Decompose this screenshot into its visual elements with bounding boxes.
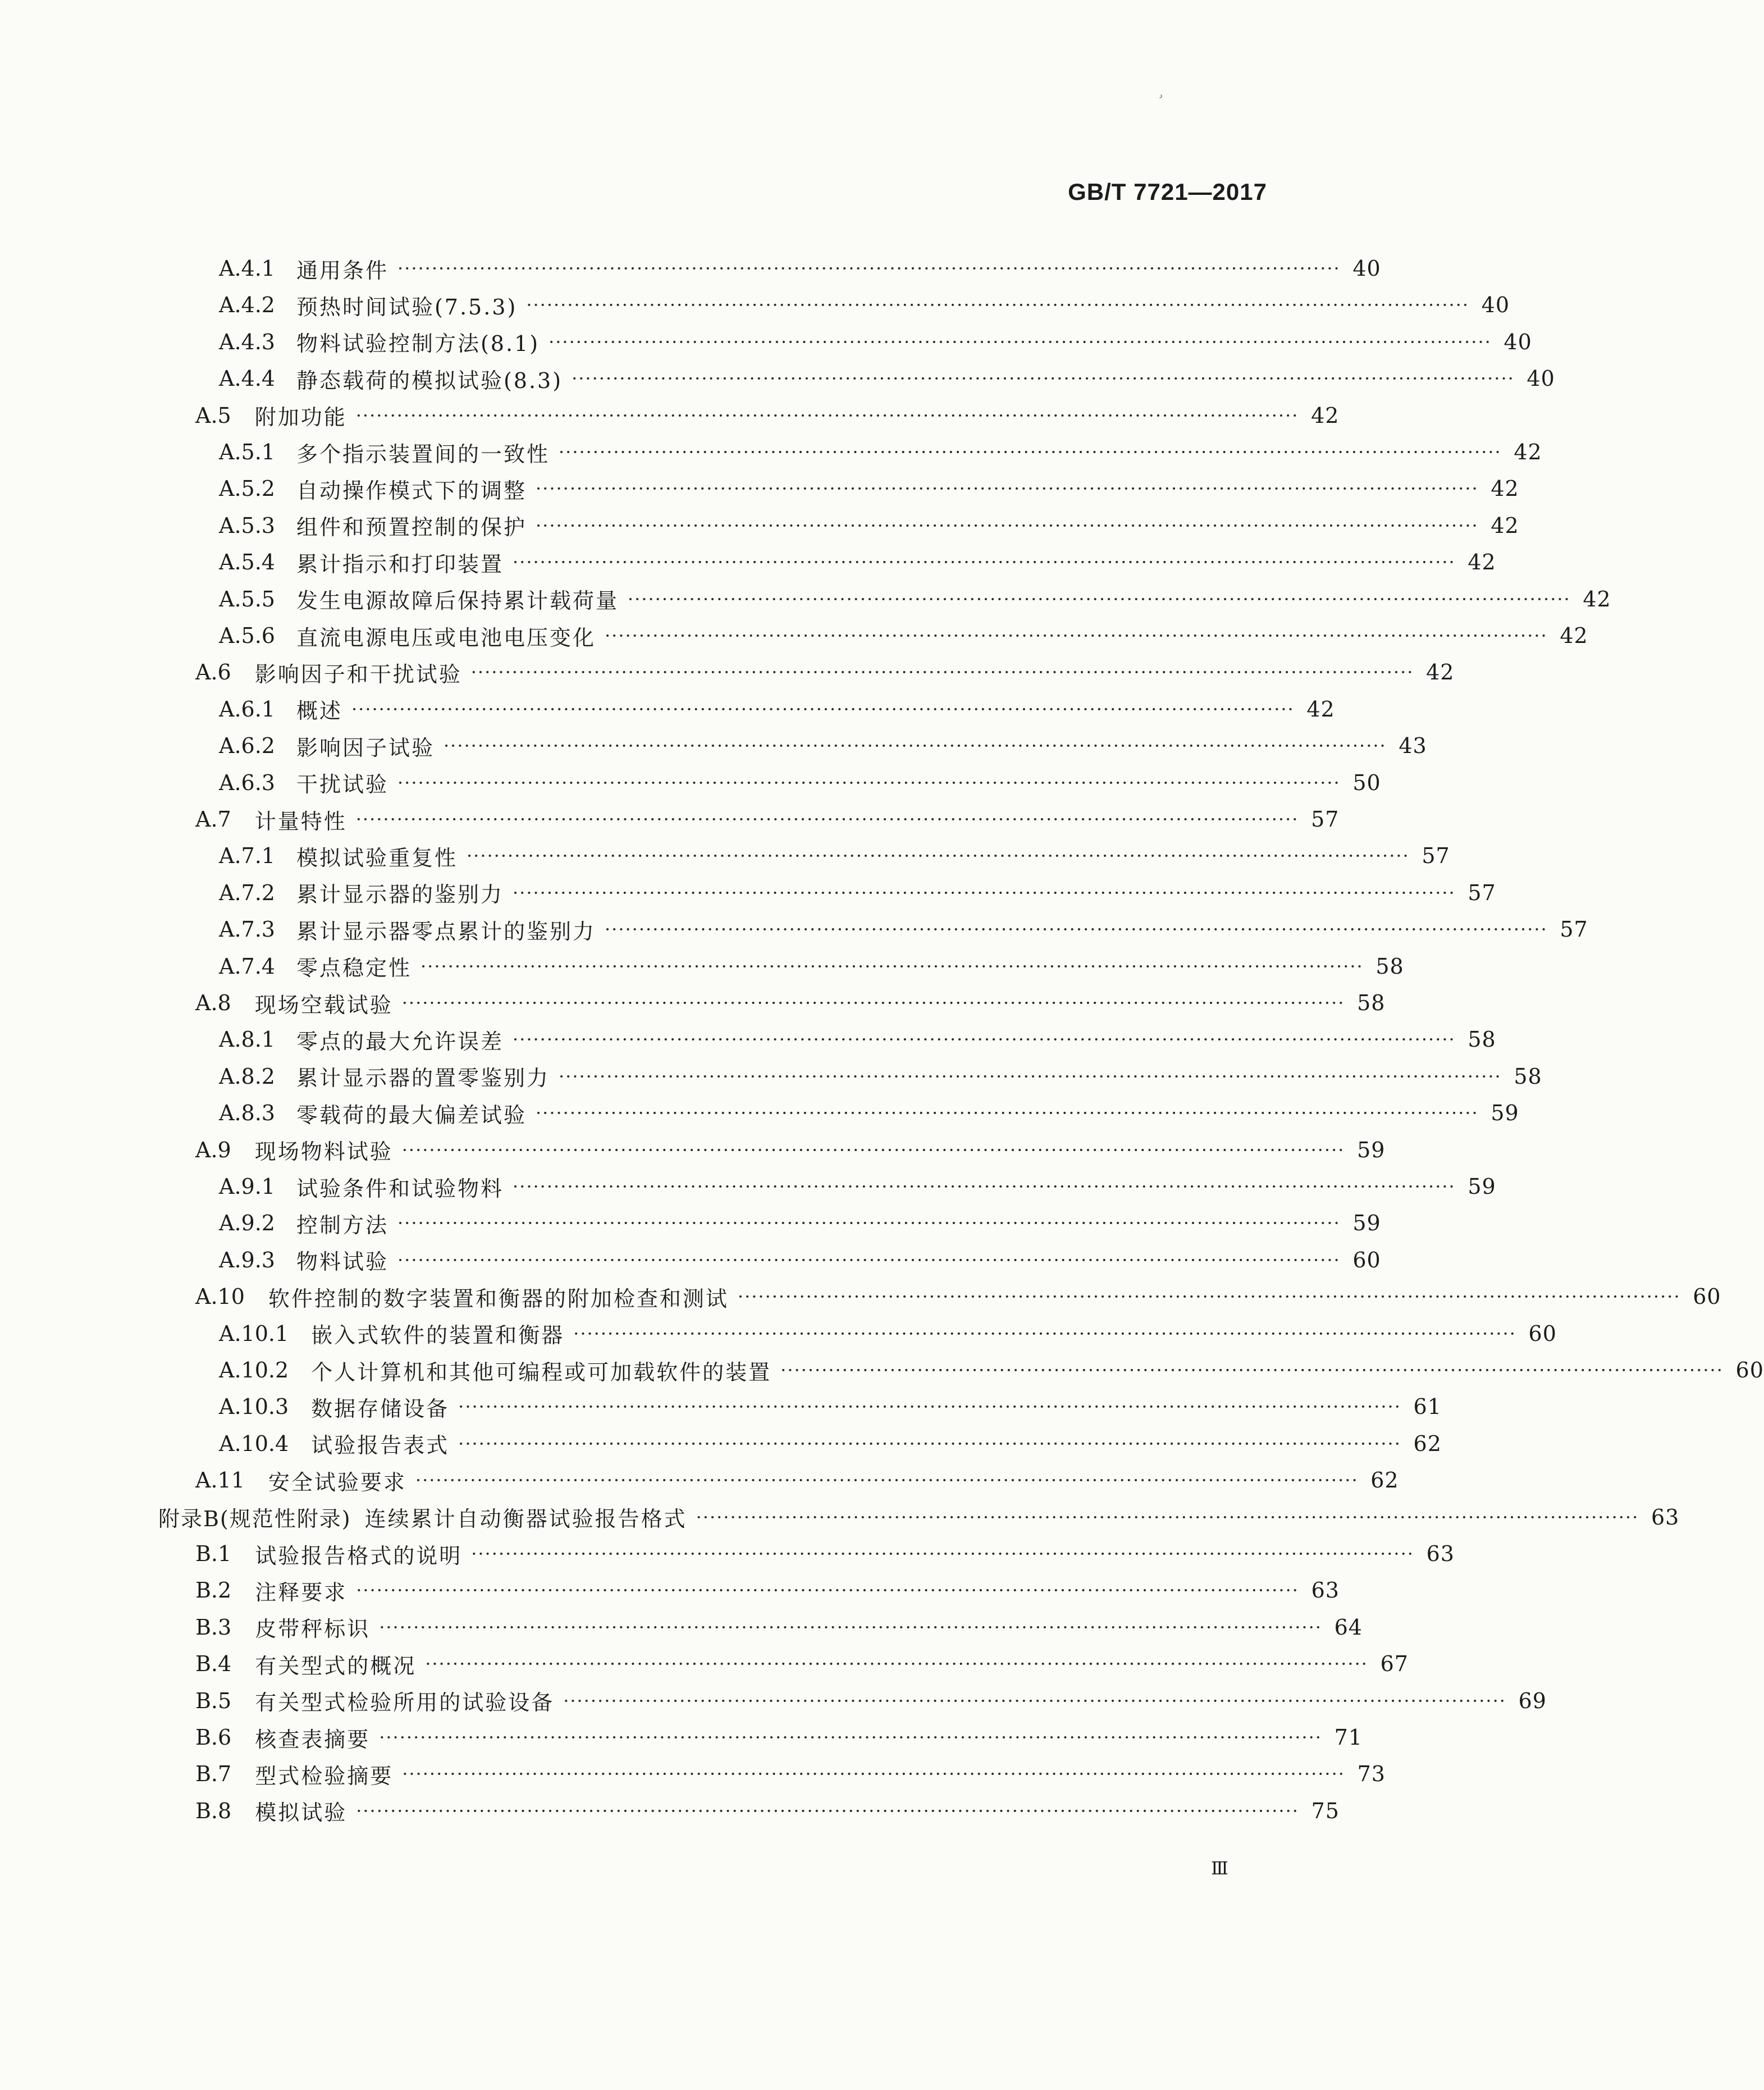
toc-entry-number: A.7.4: [219, 953, 275, 979]
toc-entry-page: 59: [1491, 1101, 1519, 1126]
toc-entry: [219, 1242, 1381, 1279]
toc-entry-dot-leader: ··········································································································································: [443, 735, 1387, 757]
toc-entry-dot-leader: ··········································································································································: [558, 1065, 1502, 1087]
toc-entry-page: 40: [1503, 329, 1532, 354]
toc-entry: [219, 507, 1519, 544]
toc-entry-page: 57: [1311, 807, 1340, 832]
toc-entry: [219, 1094, 1519, 1131]
toc-entry-dot-leader: ··········································································································································: [397, 1212, 1341, 1234]
toc-entry-dot-leader: ··········································································································································: [572, 368, 1515, 390]
toc-entry: [219, 911, 1588, 948]
toc-entry-title: 累计指示和打印装置: [296, 551, 504, 577]
toc-entry-dot-leader: ··········································································································································: [535, 1102, 1479, 1124]
toc-entry-page: 60: [1735, 1358, 1764, 1382]
toc-entry: [219, 691, 1335, 728]
toc-entry-number: A.5.2: [219, 476, 275, 501]
toc-entry-number: A.6: [195, 660, 231, 685]
toc-entry-dot-leader: ··········································································································································: [415, 1470, 1359, 1491]
toc-entry: [219, 617, 1588, 654]
toc-entry: [195, 397, 1340, 434]
toc-entry-number: A.8.2: [219, 1064, 275, 1089]
toc-entry-title: 自动操作模式下的调整: [296, 478, 527, 503]
toc-entry-number: A.7.3: [219, 917, 275, 942]
toc-entry-title: 试验报告格式的说明: [255, 1543, 463, 1568]
toc-entry: [219, 948, 1404, 985]
toc-entry-page: 63: [1426, 1541, 1455, 1566]
toc-entry-dot-leader: ··········································································································································: [512, 882, 1456, 903]
toc-entry-number: A.10.1: [219, 1321, 289, 1346]
toc-entry: [219, 1425, 1442, 1462]
toc-entry-title: 注释要求: [255, 1580, 348, 1605]
toc-entry-dot-leader: ··········································································································································: [780, 1359, 1724, 1381]
toc-entry-number: B.8: [195, 1798, 232, 1823]
toc-entry-title: 核查表摘要: [255, 1727, 371, 1752]
toc-entry: [195, 1682, 1547, 1719]
toc-entry: [195, 1609, 1363, 1646]
toc-entry-number: A.9.1: [219, 1174, 275, 1199]
toc-entry-dot-leader: ··········································································································································: [355, 404, 1299, 426]
toc-entry: [195, 1572, 1340, 1609]
toc-entry-title: 安全试验要求: [268, 1470, 406, 1495]
toc-entry-title: 直流电源电压或电池电压变化: [296, 625, 596, 650]
toc-entry-dot-leader: ··········································································································································: [470, 661, 1414, 683]
toc-entry-page: 42: [1491, 513, 1519, 538]
toc-entry: [219, 764, 1381, 801]
toc-entry-page: 59: [1468, 1174, 1496, 1199]
toc-entry-title: 个人计算机和其他可编程或可加载软件的装置: [311, 1359, 772, 1385]
toc-entry-number: B.5: [195, 1688, 232, 1713]
toc-entry-number: B.4: [195, 1651, 232, 1677]
toc-entry-title: 影响因子和干扰试验: [254, 661, 462, 687]
toc-entry-page: 59: [1357, 1137, 1386, 1162]
toc-entry-page: 57: [1560, 917, 1588, 942]
toc-entry-dot-leader: ··········································································································································: [535, 514, 1479, 536]
toc-entry-number: B.3: [195, 1614, 232, 1640]
toc-entry-number: A.4.4: [219, 366, 275, 391]
toc-entry-number: B.1: [195, 1541, 232, 1566]
toc-entry-number: A.8.1: [219, 1027, 275, 1052]
toc-entry-number: A.5.4: [219, 550, 275, 575]
toc-entry-page: 57: [1422, 843, 1450, 869]
toc-entry-dot-leader: ··········································································································································: [458, 1396, 1401, 1418]
toc-entry-dot-leader: ··········································································································································: [356, 1800, 1299, 1822]
toc-entry-number: B.7: [195, 1762, 232, 1787]
scan-speck: ʾ: [1155, 92, 1165, 110]
toc-entry: [219, 1058, 1542, 1095]
toc-entry-dot-leader: ··········································································································································: [401, 992, 1345, 1014]
toc-entry-dot-leader: ··········································································································································: [563, 1690, 1506, 1712]
toc-entry-title: 累计显示器的置零鉴别力: [296, 1066, 550, 1091]
toc-entry-page: 42: [1426, 660, 1455, 685]
toc-entry-number: A.5.5: [219, 586, 275, 612]
toc-entry-number: A.9.2: [219, 1211, 275, 1236]
toc-entry-dot-leader: ··········································································································································: [512, 1176, 1456, 1197]
toc-entry-dot-leader: ··········································································································································: [397, 772, 1341, 793]
toc-entry-dot-leader: ··········································································································································: [535, 478, 1479, 500]
toc-entry-page: 50: [1352, 770, 1381, 795]
toc-entry-title: 零点的最大允许误差: [296, 1029, 504, 1054]
toc-entry-title: 计量特性: [254, 809, 347, 834]
toc-entry-dot-leader: ··········································································································································: [737, 1286, 1681, 1308]
toc-entry-page: 67: [1380, 1651, 1409, 1677]
toc-entry-page: 59: [1352, 1211, 1381, 1236]
toc-entry-dot-leader: ··········································································································································: [512, 551, 1456, 573]
page-number: Ⅲ: [1211, 1858, 1228, 1879]
toc-entry-dot-leader: ··········································································································································: [397, 258, 1341, 279]
toc-entry-page: 42: [1514, 440, 1542, 464]
toc-entry: [219, 470, 1519, 507]
toc-entry-number: A.6.2: [219, 733, 275, 759]
toc-entry-title: 物料试验控制方法(8.1): [296, 331, 540, 357]
toc-entry: [195, 654, 1455, 691]
toc-entry-dot-leader: ··········································································································································: [466, 845, 1410, 867]
toc-entry-title: 影响因子试验: [296, 735, 435, 760]
toc-entry-number: A.10.2: [219, 1358, 289, 1382]
toc-entry-title: 预热时间试验(7.5.3): [296, 294, 518, 320]
toc-entry-number: A.7.1: [219, 843, 275, 869]
toc-entry-title: 静态载荷的模拟试验(8.3): [296, 368, 563, 393]
toc-entry-title: 零点稳定性: [296, 956, 412, 981]
toc-entry-title: 零载荷的最大偏差试验: [296, 1102, 527, 1128]
page-header-standard-code: GB/T 7721—2017: [1068, 179, 1267, 205]
toc-entry-number: B.6: [195, 1725, 232, 1750]
toc-entry-number: A.4.2: [219, 293, 275, 318]
toc-entry-page: 40: [1352, 256, 1381, 281]
toc-entry-title: 模拟试验重复性: [296, 845, 458, 870]
toc-entry-title: 概述: [296, 699, 342, 724]
toc-entry-page: 60: [1693, 1284, 1721, 1309]
toc-entry-number: A.10.4: [219, 1431, 289, 1456]
toc-entry: [219, 1021, 1496, 1058]
toc-entry-title: 通用条件: [296, 258, 389, 283]
toc-entry-page: 42: [1560, 623, 1588, 648]
toc-entry-title: 数据存储设备: [311, 1396, 450, 1421]
toc-entry-number: A.8.3: [219, 1101, 275, 1126]
toc-entry-dot-leader: ··········································································································································: [549, 331, 1492, 353]
toc-entry: [219, 323, 1532, 360]
toc-entry-page: 42: [1468, 550, 1496, 575]
toc-entry-dot-leader: ··········································································································································: [573, 1322, 1516, 1344]
toc-entry-page: 73: [1357, 1762, 1386, 1787]
toc-entry: [219, 874, 1496, 911]
toc-entry-page: 57: [1468, 880, 1496, 905]
toc-entry-page: 42: [1311, 403, 1340, 428]
toc-entry-dot-leader: ··········································································································································: [558, 441, 1502, 463]
toc-entry-page: 63: [1311, 1578, 1340, 1603]
toc-entry-page: 42: [1583, 586, 1611, 612]
toc-entry-dot-leader: ··········································································································································: [420, 955, 1364, 977]
toc-entry-dot-leader: ··········································································································································: [351, 698, 1295, 720]
toc-entry-page: 58: [1468, 1027, 1496, 1052]
toc-entry-title: 控制方法: [296, 1212, 389, 1238]
toc-entry-dot-leader: ··········································································································································: [512, 1029, 1456, 1051]
toc-entry-title: 试验条件和试验物料: [296, 1176, 504, 1201]
toc-entry-dot-leader: ··········································································································································: [458, 1432, 1401, 1454]
toc-entry-dot-leader: ··········································································································································: [604, 625, 1548, 646]
toc-entry-page: 63: [1651, 1504, 1680, 1530]
toc-entry-title: 嵌入式软件的装置和衡器: [311, 1323, 565, 1348]
toc-entry-title: 累计显示器零点累计的鉴别力: [296, 919, 596, 944]
toc-entry-title: 组件和预置控制的保护: [296, 515, 527, 540]
toc-entry-title: 软件控制的数字装置和衡器的附加检查和测试: [268, 1286, 729, 1311]
toc-entry-number: A.10.3: [219, 1394, 289, 1420]
toc-entry-title: 现场空载试验: [254, 992, 393, 1017]
toc-entry-title: 附加功能: [254, 405, 347, 430]
toc-entry-number: A.7: [195, 807, 231, 832]
toc-entry-dot-leader: ··········································································································································: [526, 294, 1470, 316]
toc-entry-dot-leader: ··········································································································································: [379, 1727, 1322, 1748]
toc-entry-number: A.7.2: [219, 880, 275, 905]
toc-entry: [219, 1168, 1496, 1205]
toc-entry: [195, 1792, 1340, 1829]
toc-entry-page: 64: [1334, 1614, 1363, 1640]
toc-entry: [219, 581, 1611, 618]
toc-entry-page: 42: [1306, 696, 1335, 722]
toc-entry-number: A.10: [195, 1284, 245, 1309]
toc-entry-page: 42: [1491, 476, 1519, 501]
toc-entry-number: A.5.1: [219, 440, 275, 464]
toc-entry: [195, 1645, 1409, 1682]
toc-entry-dot-leader: ··········································································································································: [627, 588, 1571, 610]
toc-entry: [219, 1388, 1442, 1425]
toc-entry-number: A.5.6: [219, 623, 275, 648]
toc-entry-dot-leader: ··········································································································································: [402, 1763, 1345, 1785]
toc-entry-page: 69: [1518, 1688, 1547, 1713]
toc-entry: [195, 1131, 1386, 1169]
toc-entry-page: 40: [1527, 366, 1555, 391]
toc-entry: [195, 1462, 1399, 1499]
toc-entry-dot-leader: ··········································································································································: [696, 1506, 1639, 1528]
toc-entry-title: 干扰试验: [296, 772, 389, 797]
toc-entry-page: 40: [1481, 293, 1510, 318]
toc-entry-title: 现场物料试验: [254, 1139, 393, 1165]
toc-entry-number: A.9: [195, 1137, 231, 1162]
toc-entry-title: 累计显示器的鉴别力: [296, 882, 504, 907]
toc-entry-page: 60: [1528, 1321, 1557, 1346]
toc-entry-dot-leader: ··········································································································································: [379, 1616, 1322, 1638]
toc-entry-title: 有关型式的概况: [255, 1653, 417, 1678]
toc-entry-title: 连续累计自动衡器试验报告格式: [364, 1507, 687, 1532]
toc-entry: [219, 837, 1450, 874]
toc-entry-title: 皮带秤标识: [255, 1617, 371, 1642]
toc-entry-title: 多个指示装置间的一致性: [296, 441, 550, 467]
toc-entry-title: 物料试验: [296, 1249, 389, 1275]
toc-entry: [219, 1315, 1557, 1352]
toc-entry-title: 试验报告表式: [311, 1433, 450, 1458]
toc-entry-page: 61: [1413, 1394, 1442, 1420]
toc-entry-number: A.4.1: [219, 256, 275, 281]
toc-entry-number: A.8: [195, 991, 231, 1015]
toc-entry-title: 发生电源故障后保持累计载荷量: [296, 588, 619, 614]
toc-entry-page: 62: [1413, 1431, 1442, 1456]
toc-entry-title: 模拟试验: [255, 1800, 348, 1826]
toc-entry-dot-leader: ··········································································································································: [397, 1249, 1341, 1271]
toc-entry: [219, 727, 1427, 764]
toc-entry-number: B.2: [195, 1578, 232, 1603]
toc-entry: [219, 433, 1542, 471]
toc-entry-page: 71: [1334, 1725, 1363, 1750]
toc-entry-number: A.9.3: [219, 1247, 275, 1272]
toc-entry-dot-leader: ··········································································································································: [356, 1580, 1299, 1601]
toc-entry: [219, 1204, 1381, 1242]
toc-entry: [219, 286, 1510, 323]
toc-entry-number: A.4.3: [219, 329, 275, 354]
toc-entry-page: 62: [1370, 1468, 1399, 1493]
toc-entry: [195, 1535, 1455, 1572]
toc-entry-number: A.5: [195, 403, 231, 428]
toc-entry: [195, 801, 1340, 838]
toc-entry-number: A.6.1: [219, 696, 275, 722]
toc-entry-number: A.6.3: [219, 770, 275, 795]
toc-entry: [219, 360, 1555, 397]
toc-entry: [219, 1352, 1764, 1389]
toc-entry-title: 有关型式检验所用的试验设备: [255, 1690, 555, 1715]
toc-entry: [219, 250, 1381, 287]
toc-entry-number: A.5.3: [219, 513, 275, 538]
toc-entry: [195, 1755, 1386, 1792]
toc-entry-dot-leader: ··········································································································································: [401, 1139, 1345, 1161]
toc-entry-title: 型式检验摘要: [255, 1763, 394, 1788]
toc-entry-page: 58: [1357, 991, 1386, 1015]
toc-entry-page: 58: [1514, 1064, 1542, 1089]
toc-entry: [195, 1719, 1363, 1756]
toc-entry: [195, 984, 1386, 1021]
toc-entry-number: 附录B(规范性附录): [158, 1507, 351, 1532]
toc-entry-dot-leader: ··········································································································································: [604, 919, 1548, 941]
toc-entry: [195, 1278, 1721, 1315]
toc-entry-page: 58: [1375, 953, 1404, 979]
toc-entry-number: A.11: [195, 1468, 245, 1493]
toc-entry-dot-leader: ··········································································································································: [425, 1653, 1368, 1675]
toc-entry-page: 60: [1352, 1247, 1381, 1272]
toc-entry: [158, 1499, 1680, 1536]
toc-entry-dot-leader: ··········································································································································: [471, 1543, 1414, 1564]
toc-entry: [219, 544, 1496, 581]
toc-entry-page: 43: [1399, 733, 1427, 759]
toc-entry-dot-leader: ··········································································································································: [355, 809, 1299, 830]
toc-entry-page: 75: [1311, 1798, 1340, 1823]
